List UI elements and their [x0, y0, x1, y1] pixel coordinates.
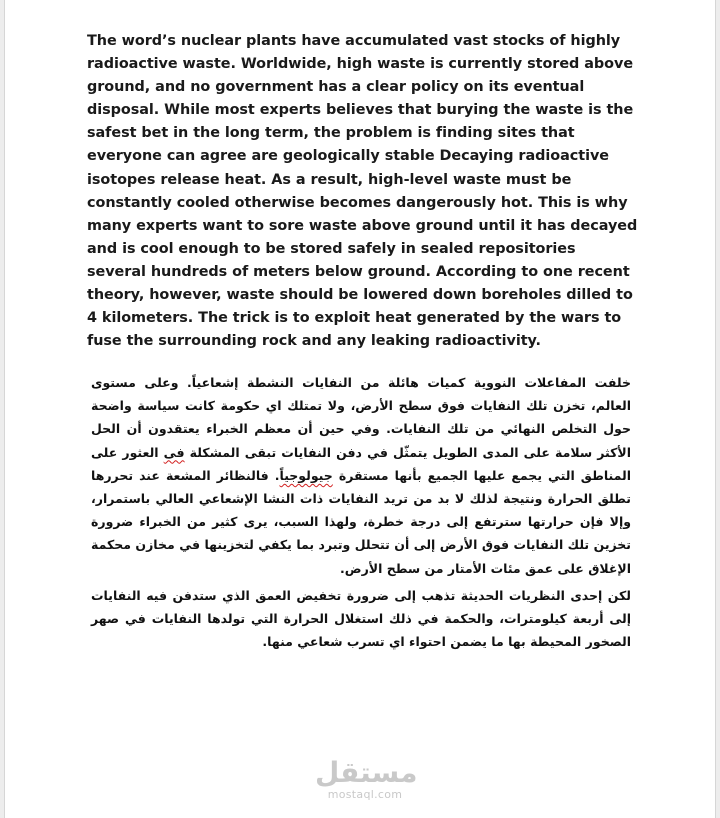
document-page	[4, 0, 716, 818]
mostaql-watermark	[315, 756, 418, 801]
arabic-paragraph-2: لكن إحدى النظريات الحديثة تذهب إلى ضرورة تخفيض العمق الذي ستدفن فيه النفايات إلى أربعة كيلومترات، والحكمة في ذلك استغلال الحرارة التي تولدها النفايات في صهر الصخور المحيطة بها ما يضمن احتواء اي تسرب شعاعي منها.	[91, 588, 631, 650]
english-paragraph: The word’s nuclear plants have accumulated vast stocks of highly radioactive waste. Worldwide, high waste is currently stored above ground, and no government has a clear policy on its eventual disposal. While most experts believes that burying the waste is the safest bet in the long term, the problem is finding sites that everyone can agree are geologically stable Decaying radioactive isotopes release heat. As a result, high-level waste must be constantly cooled otherwise becomes dangerously hot. This is why many experts want to sore waste above ground until it has decayed and is cool enough to be stored safely in sealed repositories several hundreds of meters below ground. According to one recent theory, however, waste should be lowered down boreholes dilled to 4 kilometers. The trick is to exploit heat generated by the wars to fuse the surrounding rock and any leaking radioactivity.	[87, 33, 638, 350]
arabic-text-segment: خلفت المفاعلات النووية كميات هائلة من النفايات النشطة إشعاعياً. وعلى مستوى العالم، تخزن تلك النفايات فوق سطح الأرض، ولا تمتلك اي حكومة كانت سياسة واضحة حول التخلص النهائي من تلك النفايات. وفي حين أن معظم الخبراء يعتقدون أن الحل الأكثر سلامة على المدى الطويل يتمثّل في دفن النفايات تبقى المشكلة	[91, 375, 631, 460]
spellcheck-flagged-word[interactable]: فى	[163, 444, 185, 460]
arabic-text-segment: العثور على المناطق التي يجمع عليها الجميع بأنها مستقرة	[91, 444, 631, 483]
watermark-logo: مستقل	[315, 756, 418, 789]
arabic-paragraph-1	[91, 371, 631, 580]
spellcheck-flagged-word[interactable]: جيولوجياً	[279, 467, 333, 483]
arabic-text-segment: . فالنظائر المشعة عند تحررها تطلق الحرارة ونتيجة لذلك لا بد من تريد النفايات ذات النشا الإشعاعي العالي باستمرار، وإلا فإن حرارتها سترتفع إلى درجة خطرة، ولهذا السبب، يرى كثير من الخبراء ضرورة تخزين تلك النفايات فوق الأرض إلى أن تتحلل وتبرد بما يكفي لتخزينها في مخازن محكمة الإغلاق على عمق مئات الأمتار من سطح الأرض.	[91, 467, 631, 576]
watermark-site: mostaql.com	[327, 788, 403, 801]
